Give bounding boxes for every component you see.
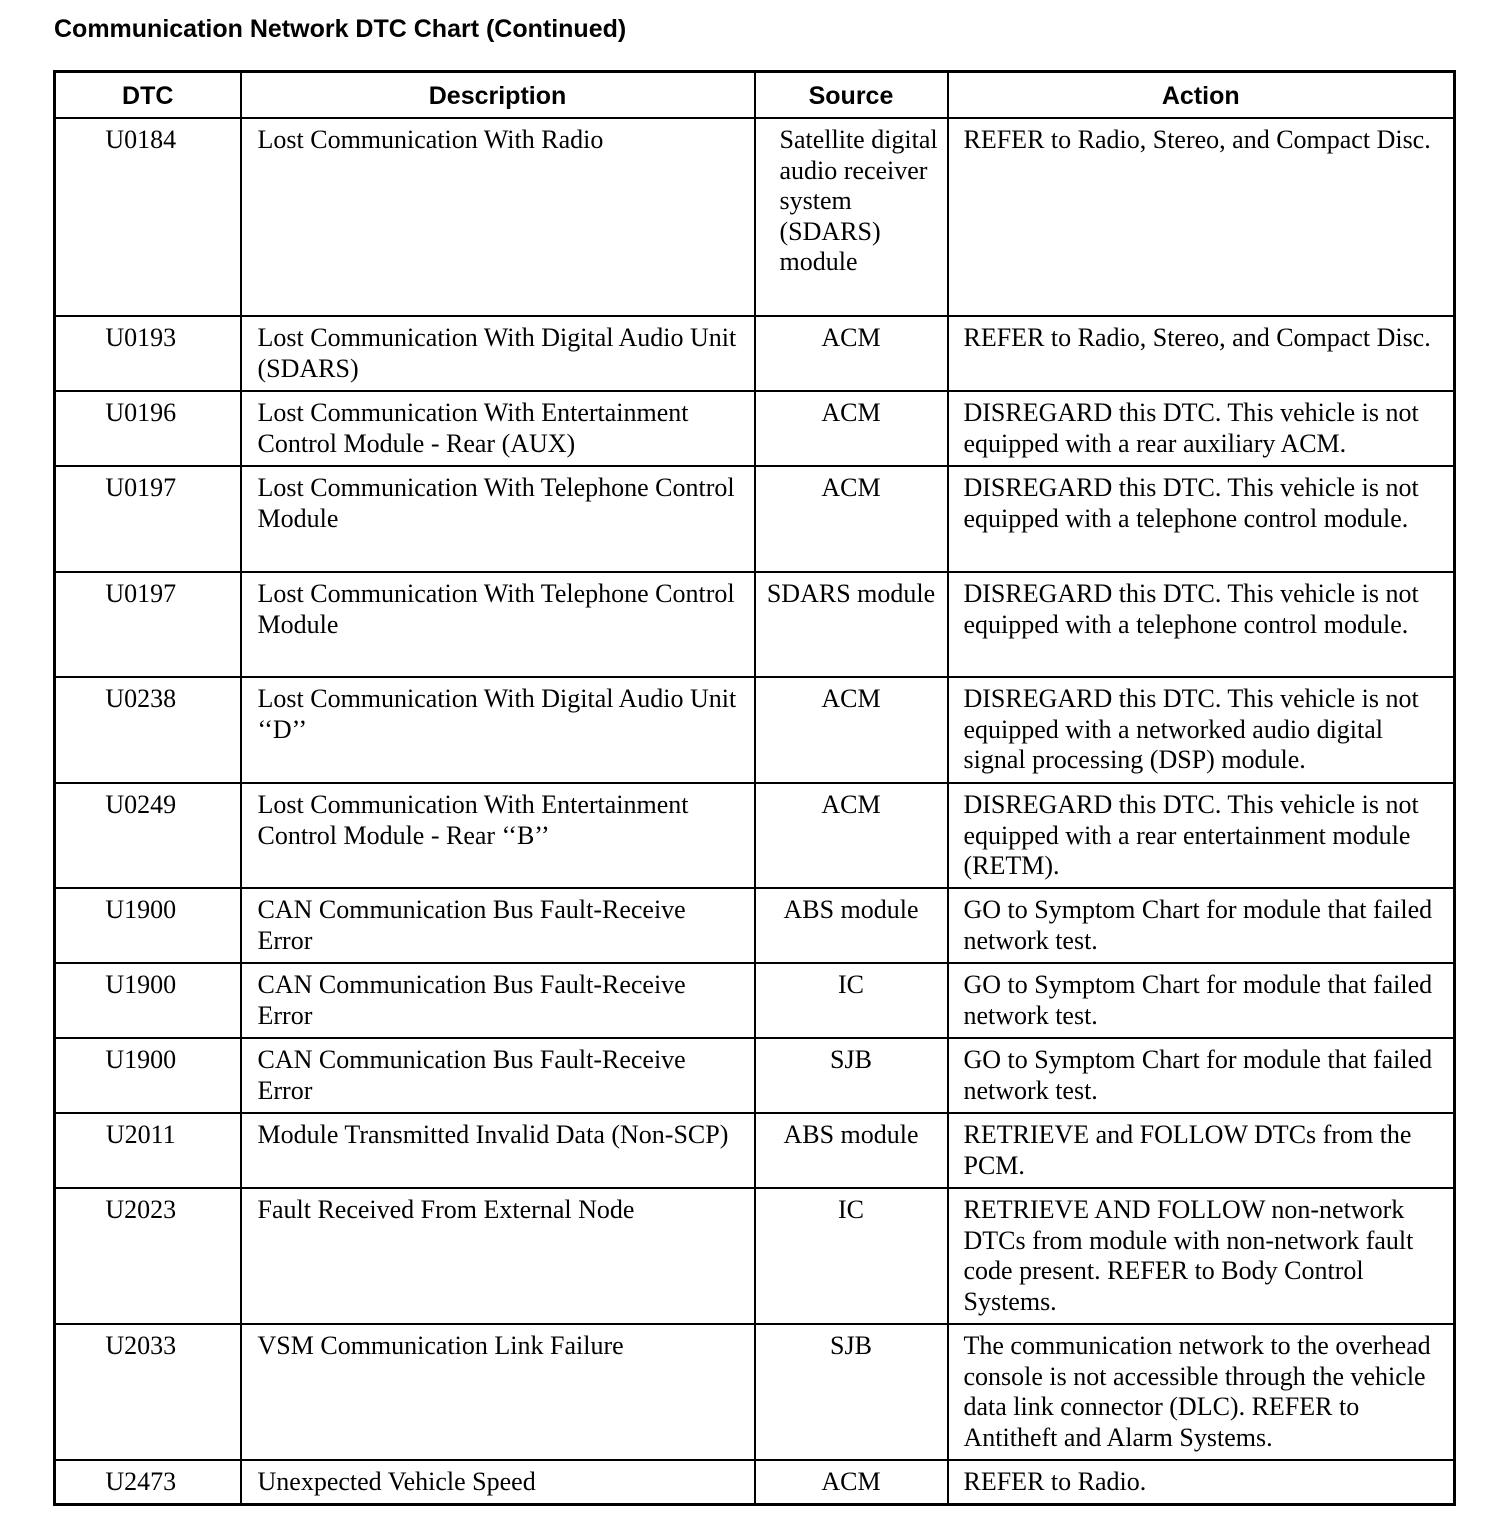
- dtc-action: REFER to Radio, Stereo, and Compact Disc.: [948, 316, 1455, 391]
- table-header: [55, 72, 1455, 119]
- dtc-description: Lost Communication With Digital Audio Unit (SDARS): [241, 316, 755, 391]
- dtc-description: Lost Communication With Radio: [241, 118, 755, 316]
- dtc-source: ACM: [755, 466, 948, 572]
- table-row: [55, 466, 1455, 572]
- dtc-code: U2023: [55, 1188, 241, 1324]
- dtc-action: RETRIEVE AND FOLLOW non-network DTCs from module with non-network fault code present. REFER to Body Control Systems.: [948, 1188, 1455, 1324]
- dtc-description: CAN Communication Bus Fault-Receive Error: [241, 963, 755, 1038]
- dtc-code: U2473: [55, 1460, 241, 1504]
- dtc-description: CAN Communication Bus Fault-Receive Error: [241, 1038, 755, 1113]
- header-description: Description: [241, 72, 755, 119]
- dtc-description: Fault Received From External Node: [241, 1188, 755, 1324]
- dtc-description: Lost Communication With Entertainment Control Module - Rear ‘‘B’’: [241, 783, 755, 888]
- dtc-code: U0184: [55, 118, 241, 316]
- dtc-code: U1900: [55, 888, 241, 963]
- dtc-code: U0197: [55, 572, 241, 677]
- table-row: [55, 1460, 1455, 1504]
- dtc-source: Satellite digital audio receiver system (SDARS) module: [755, 118, 948, 316]
- header-dtc: DTC: [55, 72, 241, 119]
- dtc-description: Lost Communication With Entertainment Control Module - Rear (AUX): [241, 391, 755, 466]
- dtc-action: The communication network to the overhead console is not accessible through the vehicle data link connector (DLC). REFER to Antitheft and Alarm Systems.: [948, 1324, 1455, 1460]
- dtc-action: REFER to Radio, Stereo, and Compact Disc.: [948, 118, 1455, 316]
- dtc-source: SDARS module: [755, 572, 948, 677]
- dtc-code: U1900: [55, 963, 241, 1038]
- page-title: Communication Network DTC Chart (Continued): [54, 15, 627, 43]
- table-row: [55, 118, 1455, 316]
- dtc-code: U2011: [55, 1113, 241, 1188]
- dtc-code: U0249: [55, 783, 241, 888]
- dtc-description: Lost Communication With Telephone Control Module: [241, 466, 755, 572]
- dtc-code: U2033: [55, 1324, 241, 1460]
- dtc-description: CAN Communication Bus Fault-Receive Error: [241, 888, 755, 963]
- table-body: [55, 118, 1455, 1504]
- dtc-action: DISREGARD this DTC. This vehicle is not equipped with a rear entertainment module (RETM).: [948, 783, 1455, 888]
- dtc-description: VSM Communication Link Failure: [241, 1324, 755, 1460]
- dtc-code: U1900: [55, 1038, 241, 1113]
- dtc-source: SJB: [755, 1324, 948, 1460]
- table-row: [55, 391, 1455, 466]
- header-source: Source: [755, 72, 948, 119]
- header-row: [55, 72, 1455, 119]
- dtc-source: ACM: [755, 1460, 948, 1504]
- dtc-action: GO to Symptom Chart for module that failed network test.: [948, 1038, 1455, 1113]
- dtc-action: GO to Symptom Chart for module that failed network test.: [948, 963, 1455, 1038]
- dtc-code: U0197: [55, 466, 241, 572]
- table-row: [55, 1038, 1455, 1113]
- dtc-action: REFER to Radio.: [948, 1460, 1455, 1504]
- dtc-source: IC: [755, 963, 948, 1038]
- dtc-source: ACM: [755, 391, 948, 466]
- dtc-code: U0193: [55, 316, 241, 391]
- dtc-source: IC: [755, 1188, 948, 1324]
- table-row: [55, 1188, 1455, 1324]
- dtc-source: SJB: [755, 1038, 948, 1113]
- table-row: [55, 1113, 1455, 1188]
- table-row: [55, 963, 1455, 1038]
- dtc-code: U0238: [55, 677, 241, 783]
- table-row: [55, 783, 1455, 888]
- dtc-action: RETRIEVE and FOLLOW DTCs from the PCM.: [948, 1113, 1455, 1188]
- table-row: [55, 677, 1455, 783]
- dtc-table: [53, 70, 1456, 1506]
- dtc-code: U0196: [55, 391, 241, 466]
- dtc-description: Module Transmitted Invalid Data (Non-SCP): [241, 1113, 755, 1188]
- dtc-source: ACM: [755, 316, 948, 391]
- dtc-description: Lost Communication With Digital Audio Unit ‘‘D’’: [241, 677, 755, 783]
- header-action: Action: [948, 72, 1455, 119]
- table-row: [55, 1324, 1455, 1460]
- table-row: [55, 572, 1455, 677]
- dtc-source: ABS module: [755, 1113, 948, 1188]
- dtc-action: DISREGARD this DTC. This vehicle is not equipped with a telephone control module.: [948, 466, 1455, 572]
- dtc-description: Unexpected Vehicle Speed: [241, 1460, 755, 1504]
- dtc-source: ABS module: [755, 888, 948, 963]
- dtc-description: Lost Communication With Telephone Control Module: [241, 572, 755, 677]
- dtc-action: DISREGARD this DTC. This vehicle is not equipped with a telephone control module.: [948, 572, 1455, 677]
- dtc-action: GO to Symptom Chart for module that failed network test.: [948, 888, 1455, 963]
- table-row: [55, 888, 1455, 963]
- dtc-action: DISREGARD this DTC. This vehicle is not equipped with a rear auxiliary ACM.: [948, 391, 1455, 466]
- dtc-source: ACM: [755, 783, 948, 888]
- dtc-source: ACM: [755, 677, 948, 783]
- dtc-action: DISREGARD this DTC. This vehicle is not equipped with a networked audio digital signal processing (DSP) module.: [948, 677, 1455, 783]
- table-row: [55, 316, 1455, 391]
